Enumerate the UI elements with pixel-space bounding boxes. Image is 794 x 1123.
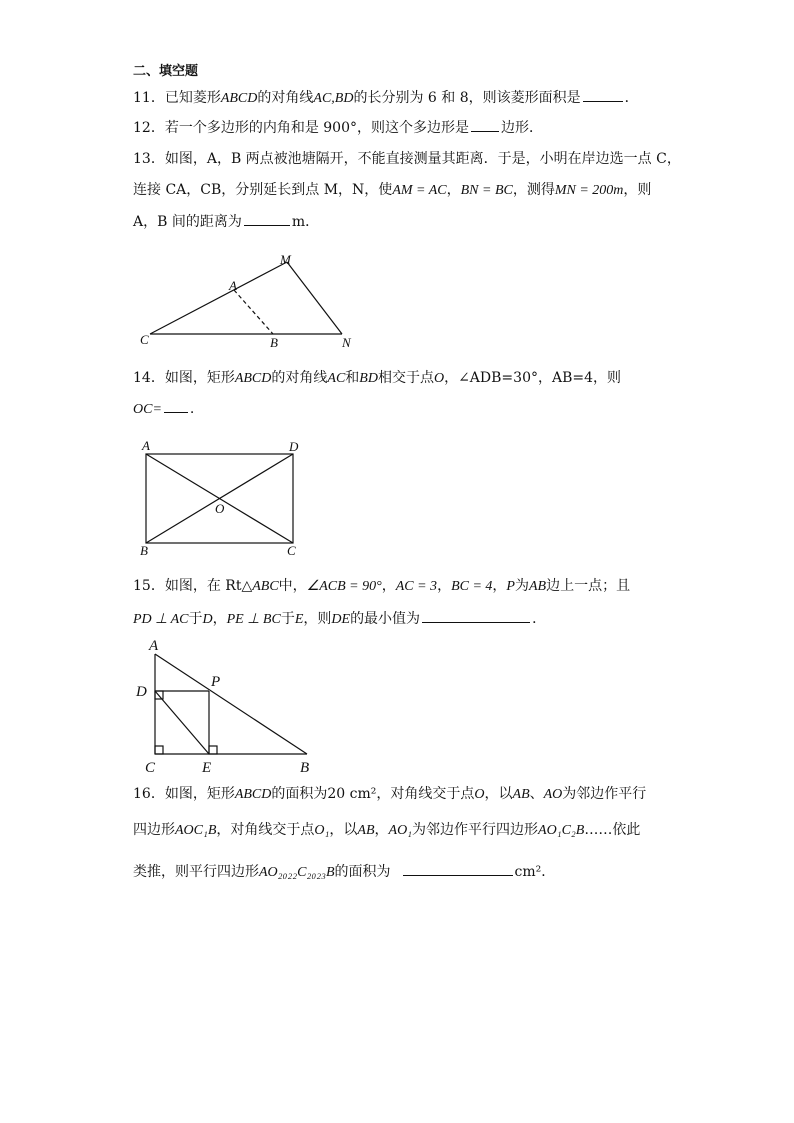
q16-end: ． (541, 864, 556, 880)
q15-text-mid: 中， (278, 578, 307, 594)
q14-ac: AC (327, 371, 346, 386)
q16-shape: ABCD (234, 787, 272, 802)
question-13-line-2 (133, 181, 651, 200)
section-title: 二、填空题 (133, 64, 199, 79)
question-15-line-2 (133, 609, 546, 629)
q15-bc-value: BC = 4 (451, 579, 493, 594)
q15-ac-value: AC = 3 (395, 579, 438, 594)
q16-parallelogram-n: AO₂₀₂₂C₂₀₂₃B (259, 865, 335, 880)
q14-figure (135, 438, 315, 563)
q16-ab-2: AB (357, 823, 375, 838)
q16-text-7: ，对角线交于点 (216, 822, 315, 838)
q16-text-2: 的面积为 (271, 786, 328, 802)
q16-text-3: ，对角线交于点 (376, 786, 475, 802)
q13-label-b: B (270, 335, 278, 350)
q16-text-8: ，以 (329, 822, 358, 838)
q16-text-11: 类推，则平行四边形 (133, 864, 259, 880)
q13-eq-am-ac: AM = AC (392, 183, 447, 198)
question-13-line-3 (133, 212, 319, 231)
question-11 (133, 88, 639, 108)
q13-eq-mn: MN = 200m (554, 183, 624, 198)
q15-triangle: ABC (252, 579, 279, 594)
q14-label-o: O (215, 501, 225, 516)
q13-label-n: N (342, 335, 351, 350)
q13-line-1-text: 如图，A，B 两点被池塘隔开，不能直接测量其距离．于是，小明在岸边选一点 C， (164, 151, 681, 167)
q15-ab: AB (528, 579, 547, 594)
q15-then: ，则 (303, 611, 332, 627)
q12-text-post: 边形． (501, 120, 543, 136)
q13-line-2-text: 连接 CA，CB，分别延长到点 M，N，使 (133, 182, 393, 198)
question-16-line-3 (133, 862, 555, 882)
q16-parallelogram-2: AO₁C₂B (538, 823, 585, 838)
q15-right-angle: ∠ACB = 90° (306, 579, 382, 594)
q14-answer-blank[interactable] (164, 399, 188, 413)
q14-number: 14． (133, 370, 165, 386)
q15-text-pre: 如图，在 Rt△ (164, 578, 253, 594)
q15-label-b: B (300, 760, 310, 776)
q15-side-ab (155, 654, 307, 754)
q15-pd-perp: PD ⊥ AC (133, 612, 189, 627)
q13-dashed-ab (234, 290, 273, 334)
q15-right-angle-c (155, 746, 163, 754)
q13-answer-blank[interactable] (244, 212, 290, 226)
q15-figure (130, 632, 330, 777)
q14-oc: OC= (133, 402, 162, 417)
q16-answer-blank[interactable] (403, 862, 513, 876)
q15-de: DE (331, 612, 351, 627)
question-12 (133, 118, 543, 137)
q12-answer-blank[interactable] (471, 118, 499, 132)
q15-label-p: P (211, 674, 221, 690)
q13-then: ，则 (623, 182, 652, 198)
q15-at-2: 于 (280, 611, 295, 627)
q15-p-text: 为 (514, 578, 529, 594)
question-14-line-1 (133, 369, 621, 388)
q16-text-1: 如图，矩形 (164, 786, 235, 802)
question-13-line-1 (133, 150, 681, 168)
q16-number: 16． (133, 786, 165, 802)
q13-side-mn (287, 262, 342, 334)
question-15-line-1 (133, 577, 630, 596)
q15-pe-perp: PE ⊥ BC (226, 612, 281, 627)
q16-o1: O₁ (314, 823, 330, 838)
q16-dun: 、 (529, 786, 544, 802)
q16-unit: cm² (514, 864, 542, 880)
q16-comma: ， (374, 822, 389, 838)
q13-label-c: C (140, 332, 149, 347)
q16-area: 20 cm² (327, 786, 377, 802)
q15-comma-2: ， (437, 578, 452, 594)
q12-number: 12． (133, 120, 165, 136)
q11-number: 11． (133, 90, 165, 106)
q16-ao: AO (543, 787, 563, 802)
q13-label-a: A (229, 278, 237, 293)
q14-condition: ，∠ADB=30°，AB=4，则 (444, 370, 622, 386)
q15-label-a: A (149, 638, 159, 654)
q13-eq-bn-bc: BN = BC (460, 183, 513, 198)
q14-text-mid: 的对角线 (271, 370, 328, 386)
q13-side-cm (150, 262, 287, 334)
q13-unit: m． (291, 214, 320, 230)
q13-figure (130, 250, 370, 350)
q15-at-1: 于 (188, 611, 203, 627)
q16-parallelogram-1: AOC₁B (175, 823, 217, 838)
q15-right-angle-e (209, 746, 217, 754)
q16-text-10: ……依此 (584, 822, 641, 838)
q16-ao1: AO₁ (388, 823, 413, 838)
q14-bd: BD (359, 371, 378, 386)
question-16-line-1 (133, 785, 646, 804)
q11-end: ． (624, 90, 639, 106)
q15-number: 15． (133, 578, 165, 594)
q14-label-c: C (287, 543, 296, 558)
q16-ab: AB (512, 787, 530, 802)
question-14-line-2 (133, 399, 194, 419)
q14-o: O (433, 371, 445, 386)
q15-min-value: 的最小值为 (350, 611, 421, 627)
q15-label-e: E (202, 760, 212, 776)
q11-diagonals: AC,BD (313, 91, 354, 106)
q13-number: 13． (133, 151, 165, 167)
q16-text-4: ，以 (484, 786, 513, 802)
q15-comma-1: ， (381, 578, 396, 594)
question-16-line-2 (133, 821, 640, 840)
q14-intersect: 相交于点 (377, 370, 434, 386)
q16-o: O (474, 787, 485, 802)
q11-shape: ABCD (220, 91, 258, 106)
q13-label-m: M (280, 252, 291, 267)
q13-sep: ， (446, 182, 461, 198)
q13-line-3-text: A，B 间的距离为 (133, 214, 242, 230)
q14-and: 和 (345, 370, 360, 386)
q15-comma-3: ， (492, 578, 507, 594)
q12-text-pre: 若一个多边形的内角和是 900°，则这个多边形是 (164, 120, 469, 136)
q15-comma-4: ， (212, 611, 227, 627)
q15-end: ． (532, 611, 547, 627)
q14-label-a: A (142, 438, 150, 453)
q13-measured: ，测得 (512, 182, 555, 198)
q15-p: P (506, 579, 515, 594)
q15-e: E (294, 612, 304, 627)
q15-segment-de (155, 691, 209, 754)
q16-text-12: 的面积为 (334, 864, 391, 880)
q11-text-mid: 的对角线 (257, 90, 314, 106)
q11-text-pre: 已知菱形 (164, 90, 221, 106)
q14-label-b: B (140, 543, 148, 558)
q14-label-d: D (289, 439, 299, 454)
q15-d: D (202, 612, 213, 627)
q16-text-9: 为邻边作平行四边形 (412, 822, 539, 838)
q15-label-d: D (136, 684, 147, 700)
q14-end: . (189, 401, 195, 417)
q15-label-c: C (145, 760, 156, 776)
q11-text-post: 的长分别为 6 和 8，则该菱形面积是 (353, 90, 581, 106)
q16-text-6: 四边形 (133, 822, 175, 838)
q11-answer-blank[interactable] (583, 88, 623, 102)
q14-text-pre: 如图，矩形 (164, 370, 235, 386)
q15-answer-blank[interactable] (422, 609, 530, 623)
q15-p-end: 边上一点；且 (546, 578, 631, 594)
q14-shape: ABCD (234, 371, 272, 386)
q16-text-5: 为邻边作平行 (562, 786, 647, 802)
